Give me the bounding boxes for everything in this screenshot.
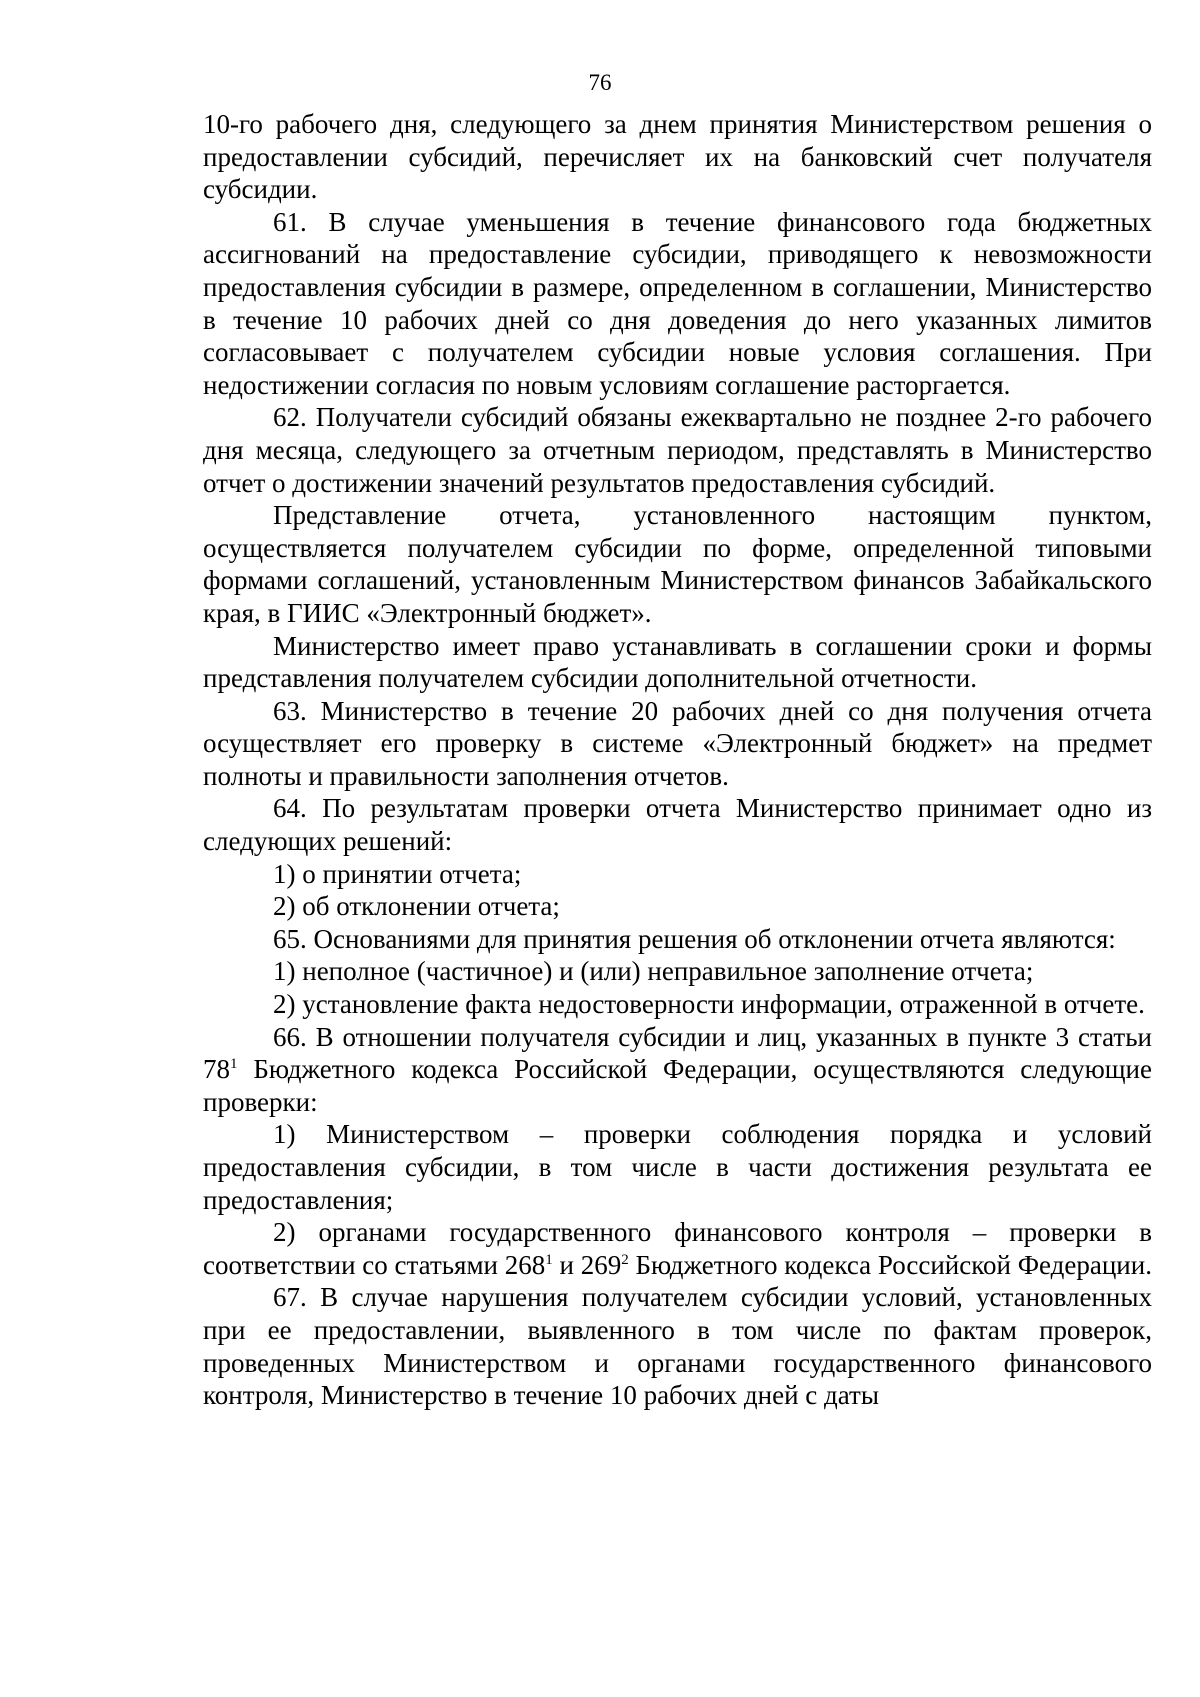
text-run: 66. В отношении получателя субсидии и лиц, указанных в пункте 3 статьи 78	[203, 1021, 1152, 1085]
paragraph: Министерство имеет право устанавливать в соглашении сроки и формы представления получателем субсидии дополнительной отчетности.	[203, 630, 1152, 694]
document-body	[203, 108, 1152, 1412]
superscript: 1	[545, 1251, 553, 1268]
list-item: 2) об отклонении отчета;	[273, 891, 560, 922]
paragraph-67: 67. В случае нарушения получателем субсидии условий, установленных при ее предоставлении, выявленного в том числе по фактам проверок, проведенных Министерством и органами государственного финансового контроля, Министерство в течение 10 рабочих дней с даты	[203, 1282, 1152, 1411]
list-item	[203, 1216, 1152, 1281]
paragraph-61: 61. В случае уменьшения в течение финансового года бюджетных ассигнований на предоставление субсидии, приводящего к невозможности предоставления субсидии в размере, определенном в соглашении, Министерство в течение 10 рабочих дней со дня доведения до него указанных лимитов согласовывает с получателем субсидии новые условия соглашения. При недостижении согласия по новым условиям соглашение расторгается.	[203, 206, 1152, 400]
paragraph-66	[203, 1021, 1152, 1119]
paragraph: Представление отчета, установленного настоящим пунктом, осуществляется получателем субсидии по форме, определенной типовыми формами соглашений, установленным Министерством финансов Забайкальского края, в ГИИС «Электронный бюджет».	[203, 500, 1152, 628]
text-run: 2) органами государственного финансового контроля – проверки в соответствии со статьями 268	[203, 1217, 1152, 1280]
text-run: Бюджетного кодекса Российской Федерации.	[628, 1249, 1152, 1280]
superscript: 1	[230, 1056, 238, 1073]
paragraph-63: 63. Министерство в течение 20 рабочих дней со дня получения отчета осуществляет его проверку в системе «Электронный бюджет» на предмет полноты и правильности заполнения отчетов.	[203, 695, 1152, 791]
list-item: 1) о принятии отчета;	[273, 858, 522, 889]
list-item: 1) Министерством – проверки соблюдения порядка и условий предоставления субсидии, в том числе в части достижения результата ее предоставления;	[203, 1119, 1152, 1215]
text-run: Бюджетного кодекса Российской Федерации, осуществляются следующие проверки:	[203, 1054, 1152, 1117]
paragraph-64: 64. По результатам проверки отчета Министерство принимает одно из следующих решений:	[203, 793, 1152, 857]
text-run: и 269	[552, 1249, 622, 1280]
paragraph-65: 65. Основаниями для принятия решения об отклонении отчета являются:	[273, 923, 1116, 954]
list-item: 1) неполное (частичное) и (или) неправильное заполнение отчета;	[273, 956, 1034, 987]
superscript: 2	[621, 1251, 629, 1268]
paragraph-62: 62. Получатели субсидий обязаны ежеквартально не позднее 2-го рабочего дня месяца, следующего за отчетным периодом, представлять в Министерство отчет о достижении значений результатов предоставления субсидий.	[203, 402, 1152, 498]
page-number: 76	[588, 70, 612, 95]
paragraph: 10-го рабочего дня, следующего за днем принятия Министерством решения о предоставлении субсидий, перечисляет их на банковский счет получателя субсидии.	[203, 109, 1152, 205]
list-item: 2) установление факта недостоверности информации, отраженной в отчете.	[273, 989, 1145, 1020]
